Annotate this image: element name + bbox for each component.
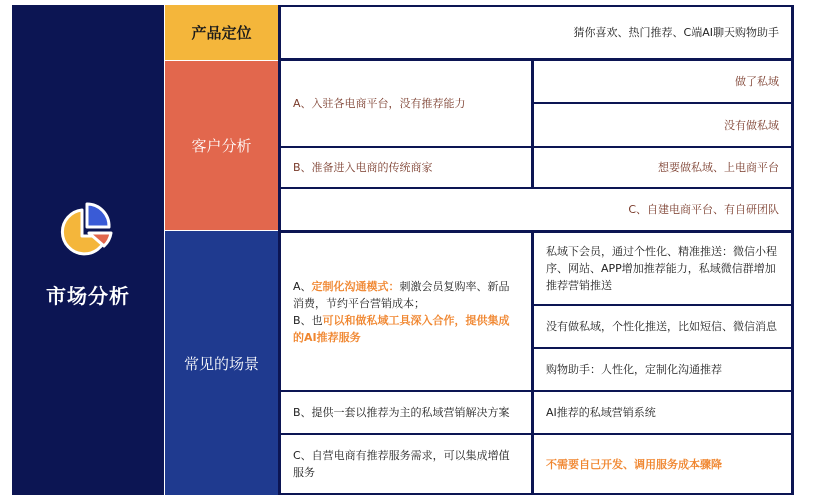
scene-row3-right: 不需要自己开发、调用服务成本骤降	[546, 457, 722, 471]
scene-sub3: 购物助手：人性化，定制化沟通推荐	[546, 363, 722, 376]
pie-chart-icon	[56, 200, 114, 258]
customer-a-sub2: 没有做私域	[724, 118, 779, 132]
scene-sub3-cell	[534, 349, 791, 390]
scene-b-prefix: B、也	[293, 313, 323, 327]
scene-b-highlight: 可以和做私域工具深入合作，提供集成的AI推荐服务	[293, 313, 510, 344]
scene-row2-right-cell	[534, 392, 791, 433]
customer-a-label: A、入驻各电商平台，没有推荐能力	[293, 97, 466, 110]
customer-b-label: B、准备进入电商的传统商家	[293, 161, 433, 174]
customer-b-sub: 想要做私域、上电商平台	[658, 161, 779, 174]
scene-sub1: 私域下会员，通过个性化、精准推送：微信小程序、网站、APP增加推荐能力，私域微信群增加推荐营销推送	[546, 245, 777, 292]
scene-a-rest: 刺激会员复购率、新品消费，节约平台营销成本；	[293, 279, 510, 310]
category-customer-analysis: 客户分析	[165, 61, 278, 230]
scene-row3-left: C、自营电商有推荐服务需求，可以集成增值服务	[293, 449, 510, 479]
scene-row3-right-cell	[534, 435, 791, 493]
product-value-cell	[281, 7, 791, 58]
product-value: 猜你喜欢、热门推荐、C端AI聊天购物助手	[573, 26, 779, 39]
customer-b-sub-cell	[534, 148, 791, 187]
customer-a-sub1-cell	[534, 61, 791, 102]
category-product-positioning: 产品定位	[165, 5, 278, 60]
scene-sub2: 没有做私域，个性化推送，比如短信、微信消息	[546, 320, 777, 333]
customer-a-sub1: 做了私域	[735, 75, 779, 88]
scene-a-highlight: 定制化沟通模式：	[311, 279, 400, 293]
customer-a-cell	[281, 61, 531, 146]
customer-c-cell	[281, 189, 791, 230]
scene-main-text	[293, 278, 519, 346]
customer-b-cell	[281, 148, 531, 187]
customer-c-label: C、自建电商平台、有自研团队	[628, 203, 779, 216]
scene-sub1-cell	[534, 233, 791, 304]
customer-a-sub2-cell	[534, 104, 791, 146]
scene-row3-left-cell	[281, 435, 531, 493]
scene-main-cell	[281, 233, 531, 390]
scene-row2-left: B、提供一套以推荐为主的私域营销解决方案	[293, 406, 510, 419]
scene-row2-left-cell	[281, 392, 531, 433]
scene-sub2-cell	[534, 306, 791, 347]
scene-a-prefix: A、	[293, 279, 312, 293]
left-panel-title: 市场分析	[46, 284, 130, 308]
category-common-scenarios: 常见的场景	[165, 231, 278, 495]
scene-row2-right: AI推荐的私域营销系统	[546, 406, 656, 419]
